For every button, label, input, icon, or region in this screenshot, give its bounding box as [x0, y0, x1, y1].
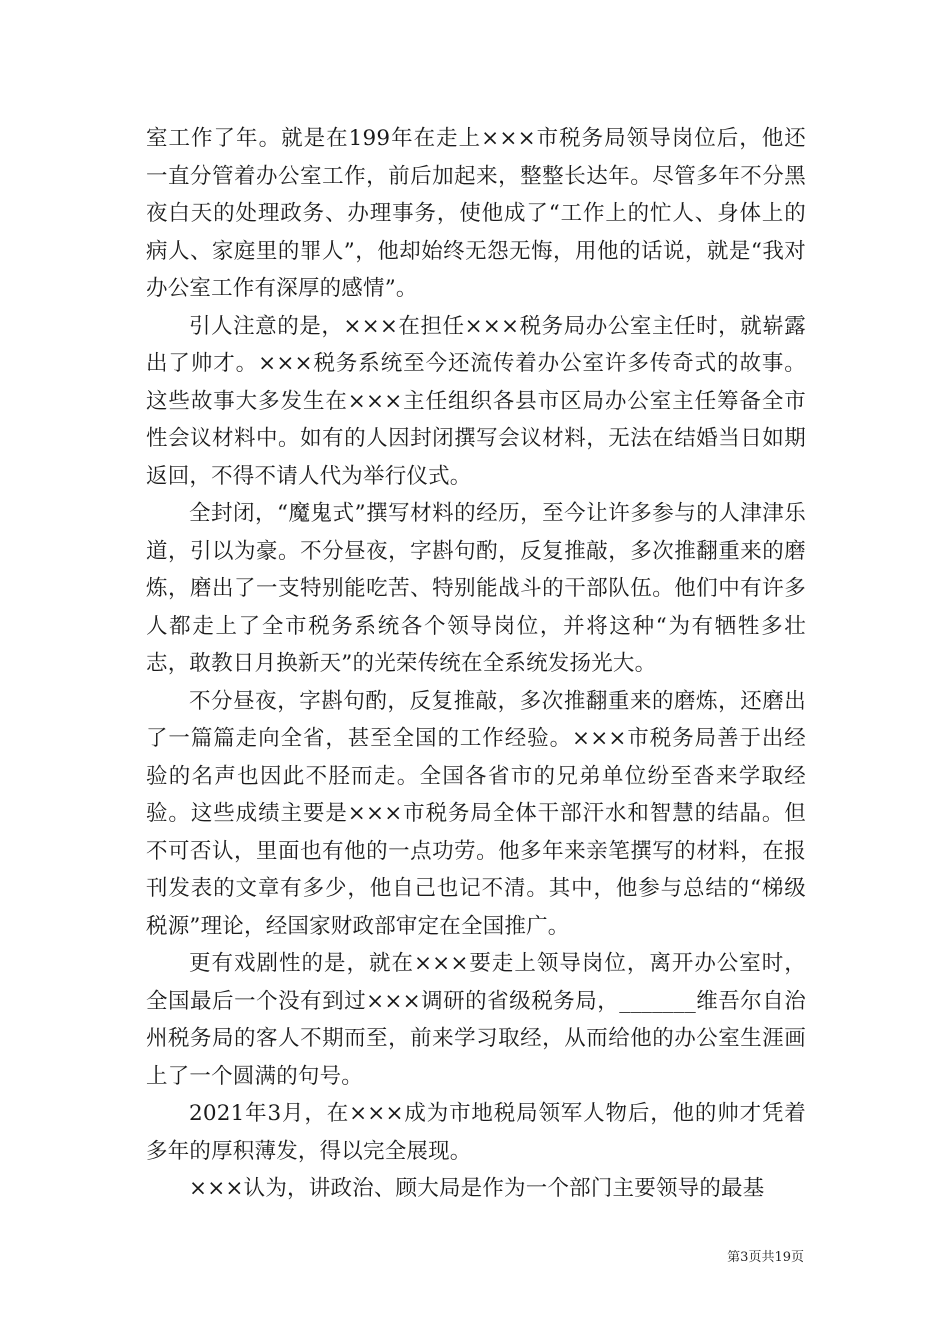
paragraph-2: 引人注意的是，×××在担任×××税务局办公室主任时，就崭露出了帅才。×××税务系统至今还流传着办公室许多传奇式的故事。这些故事大多发生在×××主任组织各县市区局办公室主任筹备全市性会议材料中。如有的人因封闭撰写会议材料，无法在结婚当日如期返回，不得不请人代为举行仪式。	[146, 313, 806, 489]
paragraph-5: 更有戏剧性的是，就在×××要走上领导岗位，离开办公室时，全国最后一个没有到过×××调研的省级税务局，_______维吾尔自治州税务局的客人不期而至，前来学习取经，从而给他的办公室生涯画上了一个圆满的句号。	[146, 951, 806, 1089]
paragraph-7: ×××认为，讲政治、顾大局是作为一个部门主要领导的最基	[189, 1176, 765, 1201]
document-body	[146, 120, 806, 1208]
paragraph-1: 室工作了年。就是在199年在走上×××市税务局领导岗位后，他还一直分管着办公室工作，前后加起来，整整长达年。尽管多年不分黑夜白天的处理政务、办理事务，使他成了“工作上的忙人、身体上的病人、家庭里的罪人”，他却始终无怨无悔，用他的话说，就是“我对办公室工作有深厚的感情”。	[146, 126, 806, 301]
paragraph-3: 全封闭，“魔鬼式”撰写材料的经历，至今让许多参与的人津津乐道，引以为豪。不分昼夜，字斟句酌，反复推敲，多次推翻重来的磨炼，磨出了一支特别能吃苦、特别能战斗的干部队伍。他们中有许多人都走上了全市税务系统各个领导岗位，并将这种“为有牺牲多壮志，敢教日月换新天”的光荣传统在全系统发扬光大。	[146, 501, 806, 676]
paragraph-4: 不分昼夜，字斟句酌，反复推敲，多次推翻重来的磨炼，还磨出了一篇篇走向全省，甚至全国的工作经验。×××市税务局善于出经验的名声也因此不胫而走。全国各省市的兄弟单位纷至沓来学取经验。这些成绩主要是×××市税务局全体干部汗水和智慧的结晶。但不可否认，里面也有他的一点功劳。他多年来亲笔撰写的材料，在报刊发表的文章有多少，他自己也记不清。其中，他参与总结的“梯级税源”理论，经国家财政部审定在全国推广。	[146, 688, 806, 939]
paragraph-6: 2021年3月，在×××成为市地税局领军人物后，他的帅才凭着多年的厚积薄发，得以完全展现。	[146, 1101, 806, 1164]
page-number-footer: 第3页共19页	[727, 1250, 804, 1265]
